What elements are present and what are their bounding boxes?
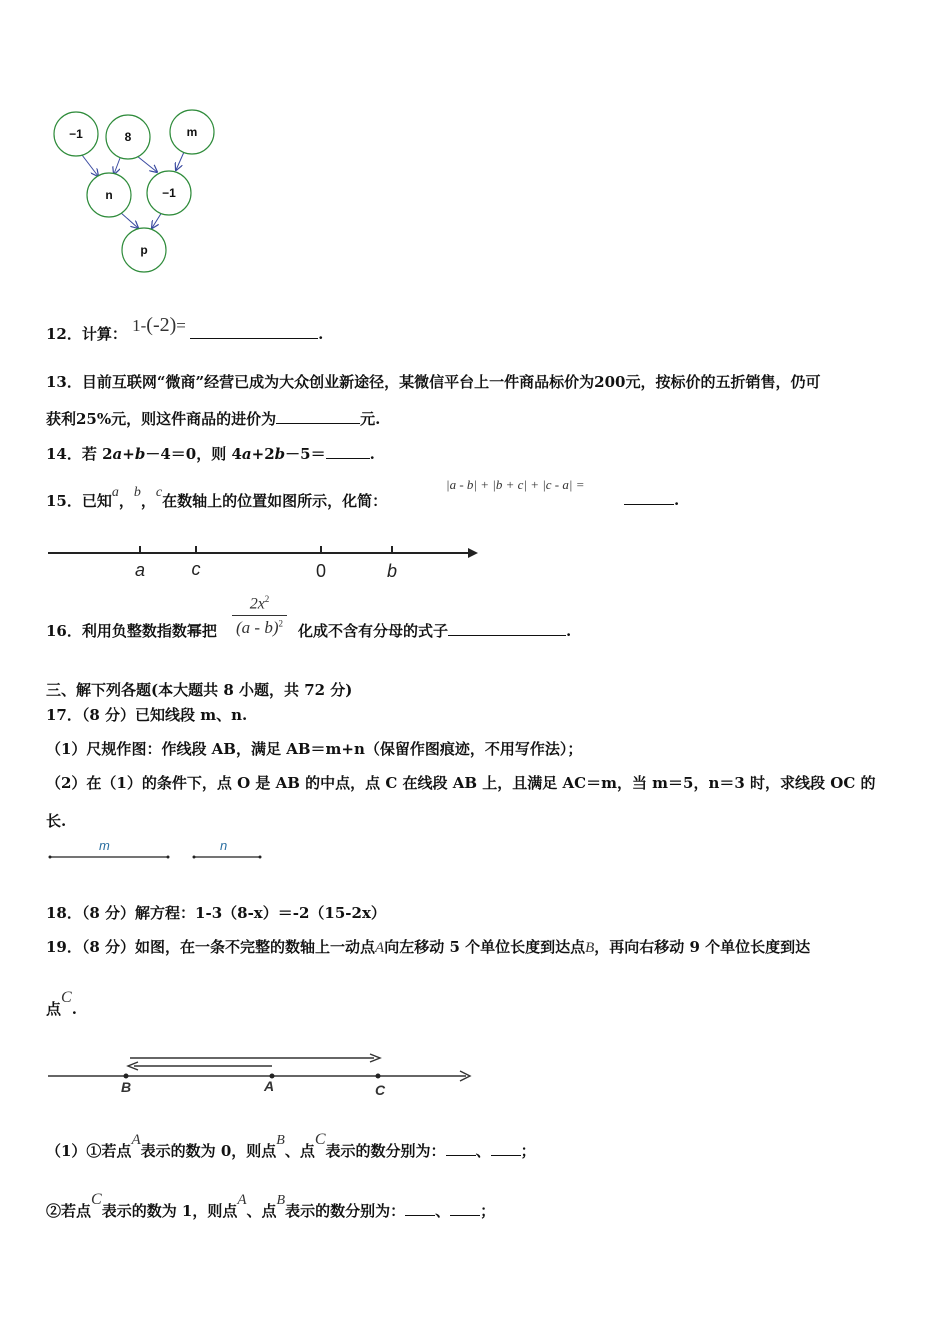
tick-label-c: c	[191, 559, 201, 579]
q15-expression: |a - b| + |b + c| + |c - a| =	[446, 477, 585, 492]
question-15	[46, 485, 388, 511]
arrow-n1-n4	[82, 155, 98, 176]
q13-line2-b: 元.	[360, 410, 381, 428]
answer-blank[interactable]	[624, 490, 674, 505]
q19-sub2-C: C	[91, 1191, 102, 1208]
q19-sub1-a: （1）①若点	[46, 1142, 132, 1160]
q16-num-exp: 2	[264, 594, 270, 604]
q17-part1: （1）尺规作图：作线段 AB，满足 AB＝m+n（保留作图痕迹，不用写作法）；	[46, 740, 583, 758]
q15-sep: ，	[118, 492, 134, 510]
q16-num-text: 2x	[249, 595, 265, 613]
number-tree-diagram	[40, 100, 240, 280]
q19-point-B: B	[585, 940, 595, 956]
q16-numerator	[246, 594, 274, 615]
q19-sub2-A: A	[237, 1192, 247, 1208]
q19-sub2-B: B	[276, 1193, 286, 1208]
question-16-tail	[298, 620, 571, 641]
q19-point-A: A	[375, 940, 385, 956]
q17-part2-line2: 长.	[46, 812, 67, 830]
q15-sep: ，	[140, 492, 156, 510]
q17-title: 17．（8 分）已知线段 m、n.	[46, 706, 248, 724]
tree-node-label: 8	[124, 130, 132, 144]
question-13-line2	[46, 408, 380, 429]
q14-b: +	[122, 445, 135, 463]
tree-node-label: n	[105, 188, 113, 202]
axis-label-A: A	[263, 1078, 275, 1094]
q15-var-c: c	[155, 485, 163, 500]
q17-segments	[44, 838, 274, 868]
answer-blank[interactable]	[448, 621, 566, 636]
q16-fraction	[232, 594, 287, 638]
q19-sub1-C: C	[314, 1131, 326, 1148]
q19-sub1-b: 表示的数为 0，则点	[140, 1142, 277, 1160]
q19-sub2-end: ；	[480, 1202, 496, 1220]
q15-end: .	[674, 491, 680, 509]
q16-denominator	[232, 615, 287, 638]
arrow-n2-n5	[137, 156, 157, 172]
q18-text: 18．（8 分）解方程：1-3（8-x）＝-2（15-2x）	[46, 904, 386, 922]
answer-blank[interactable]	[446, 1141, 476, 1156]
tree-node-label: −1	[162, 186, 176, 200]
q12-expr-a: 1-	[132, 316, 147, 335]
tree-node-label: p	[140, 243, 148, 257]
q19-sub2-b: 表示的数为 1，则点	[101, 1202, 238, 1220]
arrow-n3-n5	[176, 152, 184, 170]
q14-var: b	[274, 445, 286, 463]
section-title: 三、解下列各题(本大题共 8 小题，共 72 分)	[46, 681, 353, 699]
q16-end: .	[566, 622, 572, 640]
segment-m-end	[167, 856, 170, 859]
answer-blank[interactable]	[491, 1141, 521, 1156]
answer-blank[interactable]	[450, 1201, 480, 1216]
q19-sub1	[46, 1131, 536, 1161]
q14-var: a	[241, 445, 252, 463]
q14-c: －4＝0，则 4	[145, 445, 242, 463]
q15-var-a: a	[111, 485, 119, 500]
question-19-line2	[46, 989, 77, 1019]
q19-sub1-A: A	[131, 1132, 141, 1148]
q19-sub1-d: 表示的数分别为：	[325, 1142, 446, 1160]
axis-label-B: B	[120, 1079, 132, 1095]
q12-expression	[132, 316, 190, 335]
number-line-q15	[44, 538, 484, 586]
question-12	[46, 314, 324, 345]
q19-line1-a: 19．（8 分）如图，在一条不完整的数轴上一动点	[46, 938, 376, 956]
point-C	[376, 1074, 381, 1079]
q12-expr-c: =	[176, 316, 186, 335]
q19-sub2-a: ②若点	[46, 1202, 92, 1220]
q14-a: 14．若 2	[46, 445, 113, 463]
q16-den-text: (a - b)	[236, 618, 279, 638]
tick-label-0: 0	[315, 561, 327, 581]
segment-m-end	[49, 856, 52, 859]
q19-line1-c: ，再向右移动 9 个单位长度到达	[594, 938, 811, 956]
q19-sub1-end: ；	[520, 1142, 536, 1160]
answer-blank[interactable]	[190, 324, 318, 339]
q19-sub1-c: 、点	[284, 1142, 315, 1160]
q19-sub2-d: 表示的数分别为：	[285, 1202, 406, 1220]
q12-end: .	[318, 325, 324, 343]
tick-label-b: b	[386, 561, 398, 581]
tick-label-a: a	[134, 560, 146, 580]
q19-sub1-B: B	[276, 1133, 285, 1148]
q14-e: －5＝	[285, 445, 326, 463]
q16-b: 化成不含有分母的式子	[298, 622, 449, 640]
axis-arrow	[468, 548, 478, 558]
tree-node-label: −1	[69, 127, 83, 141]
q16-a: 16．利用负整数指数幂把	[46, 622, 217, 640]
q13-line1: 13．目前互联网“微商”经营已成为大众创业新途径，某微信平台上一件商品标价为200元，按标价的五折销售，仍可	[46, 373, 821, 391]
q15-var-b: b	[133, 485, 141, 500]
q14-end: .	[369, 445, 375, 463]
segment-n-end	[193, 856, 196, 859]
question-19-line1	[46, 936, 810, 957]
tree-node-label: m	[186, 125, 198, 139]
q17-part2-line1: （2）在（1）的条件下，点 O 是 AB 的中点，点 C 在线段 AB 上，且满足 AC＝m，当 m＝5，n＝3 时，求线段 OC 的	[46, 774, 876, 792]
q15-a: 15．已知	[46, 492, 112, 510]
q13-line2-a: 获利25%元，则这件商品的进价为	[46, 410, 277, 428]
q12-expr-b: (-2)	[146, 314, 177, 336]
segment-m-label: m	[99, 838, 110, 853]
q15-answer	[624, 490, 679, 509]
segment-n-label: n	[220, 838, 228, 853]
q19-line2-a: 点	[46, 1000, 62, 1018]
q12-prefix: 12．计算：	[46, 325, 127, 343]
answer-blank[interactable]	[276, 409, 360, 424]
point-B	[124, 1074, 129, 1079]
q19-line2-b: .	[71, 1000, 77, 1018]
q19-sub1-sep: 、	[475, 1142, 491, 1160]
q19-point-C: C	[61, 989, 72, 1006]
answer-blank[interactable]	[405, 1201, 435, 1216]
arrow-n2-n4	[114, 158, 120, 174]
axis-label-C: C	[374, 1082, 386, 1098]
q14-var: a	[112, 445, 123, 463]
segment-n-end	[259, 856, 262, 859]
number-line-q19	[44, 1046, 484, 1102]
q15-b: 在数轴上的位置如图所示，化简：	[162, 492, 388, 510]
question-14	[46, 443, 375, 464]
arrow-n4-n6	[120, 212, 138, 228]
q16-den-exp: 2	[278, 619, 283, 629]
arrow-n5-n6	[152, 212, 162, 228]
answer-blank[interactable]	[326, 444, 370, 459]
q19-sub2	[46, 1191, 496, 1221]
q14-var: b	[134, 445, 146, 463]
q14-d: +2	[251, 445, 275, 463]
q19-sub2-c: 、点	[246, 1202, 277, 1220]
q19-sub2-sep: 、	[435, 1202, 451, 1220]
q19-line1-b: 向左移动 5 个单位长度到达点	[384, 938, 586, 956]
